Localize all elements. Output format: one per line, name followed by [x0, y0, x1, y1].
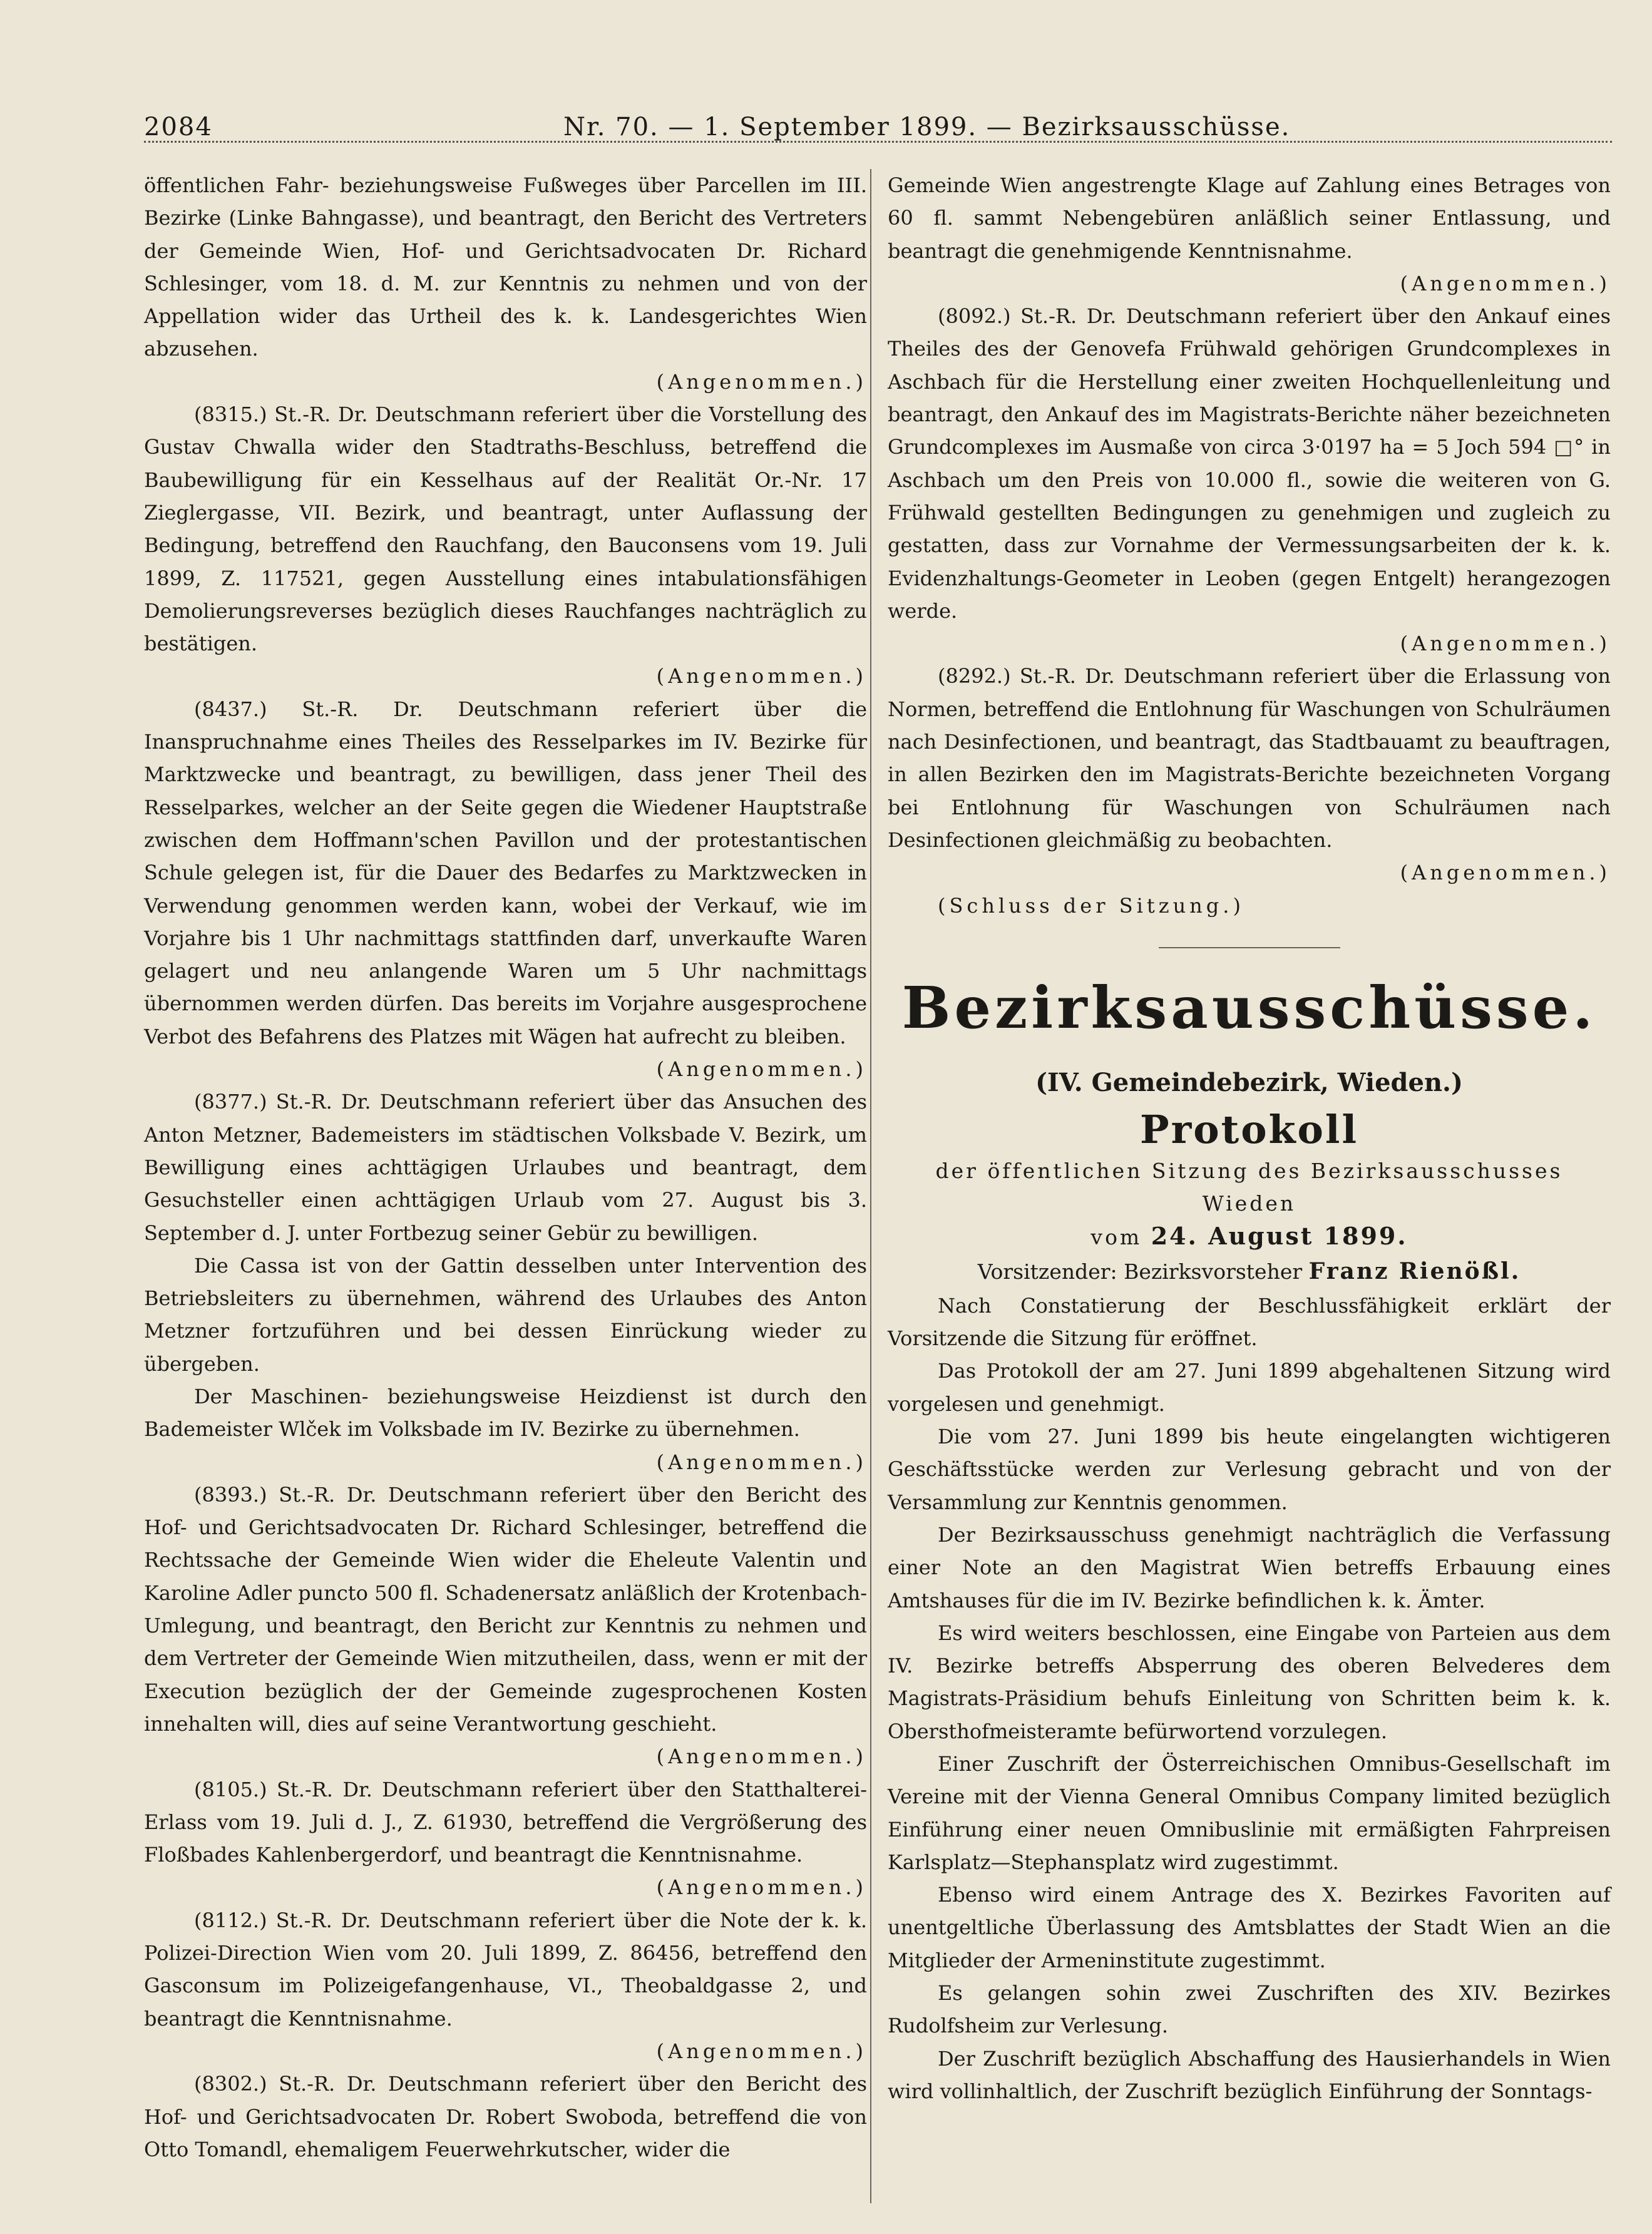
- chair-name: Franz Rienößl.: [1308, 1258, 1521, 1284]
- section-paragraph: Es gelangen sohin zwei Zuschriften des XIV. Bezirkes Rudolfsheim zur Verlesung.: [888, 1981, 1611, 2038]
- chair-label: Vorsitzender: Bezirksvorsteher: [977, 1259, 1303, 1284]
- section-rule: [1159, 947, 1340, 948]
- status-accepted: (Angenommen.): [1400, 271, 1611, 295]
- section-paragraph: Der Bezirksausschuss genehmigt nachträglich die Verfassung einer Note an den Magistrat Wien betreffs Erbauung eines Amtshauses für die im IV. Bezirke befindlichen k. k. Ämter.: [888, 1522, 1611, 1612]
- protocol-line: der öffentlichen Sitzung des Bezirksausschusses Wieden: [935, 1158, 1563, 1216]
- left-paragraph: (8377.) St.-R. Dr. Deutschmann referiert über das Ansuchen des Anton Metzner, Bademeisters im städtischen Volksbade V. Bezirk, um Bewilligung eines achttägigen Urlaubes und beantragt, dem Gesuchsteller einen achttägigen Urlaub vom 27. August bis 3. September d. J. unter Fortbezug seiner Gebür zu bewilligen.: [144, 1090, 867, 1245]
- page-number: 2084: [144, 113, 213, 141]
- right-paragraph: (8092.) St.-R. Dr. Deutschmann referiert über den Ankauf eines Theiles des der Genovefa Frühwald gehörigen Grundcomplexes in Aschbach für die Herstellung einer zweiten Hochquellenleitung und beantragt, den Ankauf des im Magistrats-Berichte näher bezeichneten Grundcomplexes im Ausmaße von circa 3·0197 ha = 5 Joch 594 □° in Aschbach um den Preis von 10.000 fl., sowie die weiteren von G. Frühwald gestellten Bedingungen zu genehmigen und zugleich zu gestatten, dass zur Vornahme der Vermessungsarbeiten der k. k. Evidenzhaltungs-Geometer in Leoben (gegen Entgelt) herangezogen werde.: [888, 304, 1611, 623]
- session-date: 24. August 1899.: [1151, 1221, 1408, 1250]
- left-paragraph: (8315.) St.-R. Dr. Deutschmann referiert über die Vorstellung des Gustav Chwalla wider den Stadtraths-Beschluss, betreffend die Baubewilligung für ein Kesselhaus auf der Realität Or.-Nr. 17 Zieglergasse, VII. Bezirk, und beantragt, unter Auflassung der Bedingung, betreffend den Rauchfang, den Bauconsens vom 19. Juli 1899, Z. 117521, gegen Ausstellung eines intabulationsfähigen Demolierungsreverses bezüglich dieses Rauchfanges nachträglich zu bestätigen.: [144, 402, 867, 656]
- status-accepted: (Angenommen.): [1400, 861, 1611, 885]
- status-accepted: (Angenommen.): [656, 1057, 867, 1082]
- session-end: (Schluss der Sitzung.): [938, 893, 1244, 918]
- section-paragraph: Das Protokoll der am 27. Juni 1899 abgehaltenen Sitzung wird vorgelesen und genehmigt.: [888, 1359, 1611, 1416]
- right-paragraph: Gemeinde Wien angestrengte Klage auf Zahlung eines Betrages von 60 fl. sammt Nebengebüren anläßlich seiner Entlassung, und beantragt die genehmigende Kenntnisnahme.: [888, 173, 1611, 263]
- status-accepted: (Angenommen.): [656, 1875, 867, 1900]
- status-accepted: (Angenommen.): [656, 1450, 867, 1474]
- section-paragraph: Die vom 27. Juni 1899 bis heute eingelangten wichtigeren Geschäftsstücke werden zur Verlesung gebracht und von der Versammlung zur Kenntnis genommen.: [888, 1425, 1611, 1514]
- left-column: [144, 169, 867, 2166]
- section-paragraph: Ebenso wird einem Antrage des X. Bezirkes Favoriten auf unentgeltliche Überlassung des Amtsblattes der Stadt Wien an die Mitglieder der Armeninstitute zugestimmt.: [888, 1883, 1611, 1972]
- right-column: [888, 169, 1611, 2108]
- status-accepted: (Angenommen.): [1400, 632, 1611, 656]
- district-heading: (IV. Gemeindebezirk, Wieden.): [1035, 1067, 1463, 1097]
- chair-line: [888, 1254, 1611, 1289]
- section-title: Bezirksausschüsse.: [901, 973, 1597, 1042]
- section-paragraph: Nach Constatierung der Beschlussfähigkeit erklärt der Vorsitzende die Sitzung für eröffnet.: [888, 1293, 1611, 1351]
- protocol-heading: Protokoll: [1139, 1106, 1359, 1152]
- left-paragraph: (8437.) St.-R. Dr. Deutschmann referiert über die Inanspruchnahme eines Theiles des Resselparkes im IV. Bezirke für Marktzwecke und beantragt, zu bewilligen, dass jener Theil des Resselparkes, welcher an der Seite gegen die Wiedener Hauptstraße zwischen dem Hoffmann'schen Pavillon und der protestantischen Schule gelegen ist, für die Dauer des Bedarfes zu Marktzwecken in Verwendung genommen werden kann, wobei der Verkauf, wie im Vorjahre bis 1 Uhr nachmittags stattfinden darf, unverkaufte Waren gelagert und neu anlangende Waren um 5 Uhr nachmittags übernommen werden dürfen. Das bereits im Vorjahre ausgesprochene Verbot des Befahrens des Platzes mit Wägen hat aufrecht zu bleiben.: [144, 697, 867, 1048]
- status-accepted: (Angenommen.): [656, 1745, 867, 1769]
- section-paragraph: Einer Zuschrift der Österreichischen Omnibus-Gesellschaft im Vereine mit der Vienna General Omnibus Company limited bezüglich Einführung einer neuen Omnibuslinie mit ermäßigten Fahrpreisen Karlsplatz—Stephansplatz wird zugestimmt.: [888, 1751, 1611, 1874]
- header-rule: [144, 141, 1612, 154]
- page-header-title: Nr. 70. — 1. September 1899. — Bezirksausschüsse.: [563, 113, 1291, 141]
- left-paragraph: öffentlichen Fahr- beziehungsweise Fußweges über Parcellen im III. Bezirke (Linke Bahngasse), und beantragt, den Bericht des Vertreters der Gemeinde Wien, Hof- und Gerichtsadvocaten Dr. Richard Schlesinger, vom 18. d. M. zur Kenntnis zu nehmen und von der Appellation wider das Urtheil des k. k. Landesgerichtes Wien abzusehen.: [144, 173, 867, 361]
- section-paragraph: Es wird weiters beschlossen, eine Eingabe von Parteien aus dem IV. Bezirke betreffs Absperrung des oberen Belvederes dem Magistrats-Präsidium behufs Einleitung von Schritten beim k. k. Obersthofmeisteramte befürwortend vorzulegen.: [888, 1621, 1611, 1743]
- date-prefix: vom: [1090, 1224, 1142, 1249]
- left-paragraph: Der Maschinen- beziehungsweise Heizdienst ist durch den Bademeister Wlček im Volksbade im IV. Bezirke zu übernehmen.: [144, 1384, 867, 1442]
- left-paragraph: (8393.) St.-R. Dr. Deutschmann referiert über den Bericht des Hof- und Gerichtsadvocaten Dr. Richard Schlesinger, betreffend die Rechtssache der Gemeinde Wien wider die Eheleute Valentin und Karoline Adler puncto 500 fl. Schadenersatz anläßlich der Krotenbach-Umlegung, und beantragt, den Bericht zur Kenntnis zu nehmen und dem Vertreter der Gemeinde Wien mitzutheilen, dass, wenn er mit der Execution bezüglich der der Gemeinde zugesprochenen Kosten innehalten will, dies auf seine Verantwortung geschieht.: [144, 1482, 867, 1736]
- status-accepted: (Angenommen.): [656, 369, 867, 394]
- section-paragraph: Der Zuschrift bezüglich Abschaffung des Hausierhandels in Wien wird vollinhaltlich, der Zuschrift bezüglich Einführung der Sonntags-: [888, 2046, 1611, 2103]
- session-date-line: [888, 1220, 1611, 1254]
- left-paragraph: Die Cassa ist von der Gattin desselben unter Intervention des Betriebsleiters zu übernehmen, während des Urlaubes des Anton Metzner fortzuführen und bei dessen Einrückung wieder zu übergeben.: [144, 1253, 867, 1376]
- status-accepted: (Angenommen.): [656, 2039, 867, 2063]
- column-divider: [870, 169, 871, 2203]
- left-paragraph: (8302.) St.-R. Dr. Deutschmann referiert über den Bericht des Hof- und Gerichtsadvocaten Dr. Robert Swoboda, betreffend die von Otto Tomandl, ehemaligem Feuerwehrkutscher, wider die: [144, 2072, 867, 2161]
- right-paragraph: (8292.) St.-R. Dr. Deutschmann referiert über die Erlassung von Normen, betreffend die Entlohnung für Waschungen von Schulräumen nach Desinfectionen, und beantragt, das Stadtbauamt zu beauftragen, in allen Bezirken den im Magistrats-Berichte bezeichneten Vorgang bei Entlohnung für Waschungen von Schulräumen nach Desinfectionen gleichmäßig zu beobachten.: [888, 664, 1611, 852]
- left-paragraph: (8105.) St.-R. Dr. Deutschmann referiert über den Statthalterei-Erlass vom 19. Juli d. J., Z. 61930, betreffend die Vergrößerung des Floßbades Kahlenbergerdorf, und beantragt die Kenntnisnahme.: [144, 1777, 867, 1867]
- left-paragraph: (8112.) St.-R. Dr. Deutschmann referiert über die Note der k. k. Polizei-Direction Wien vom 20. Juli 1899, Z. 86456, betreffend den Gasconsum im Polizeigefangenhause, VI., Theobaldgasse 2, und beantragt die Kenntnisnahme.: [144, 1908, 867, 2031]
- status-accepted: (Angenommen.): [656, 664, 867, 689]
